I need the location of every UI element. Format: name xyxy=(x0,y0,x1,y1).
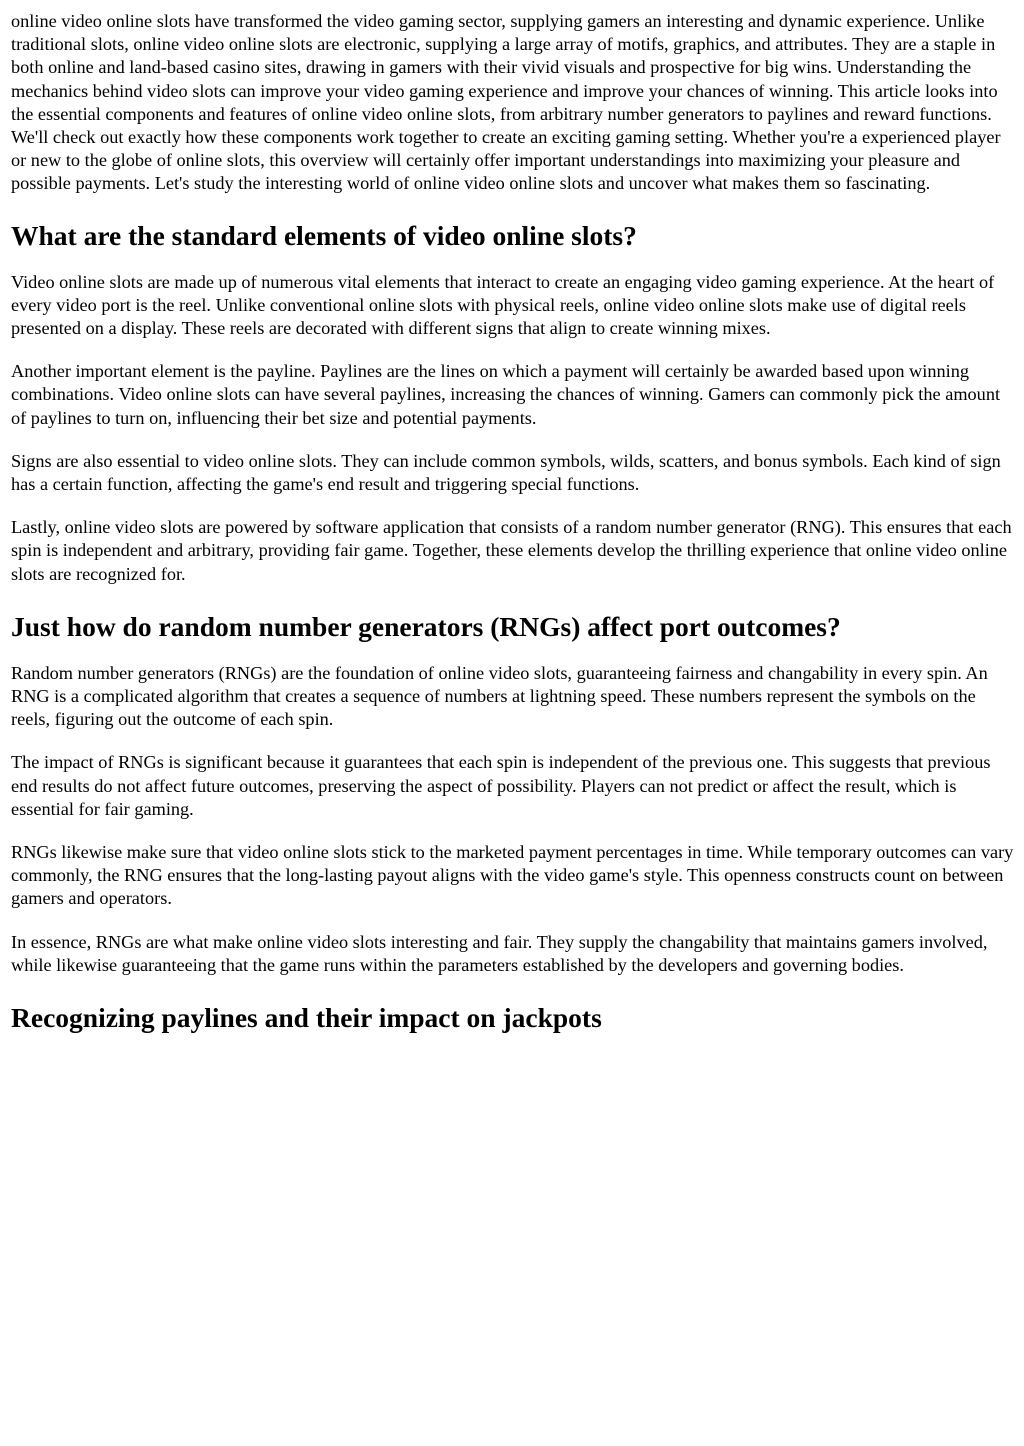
body-paragraph: Random number generators (RNGs) are the foundation of online video slots, guaranteeing fairness and changability in every spin. An RNG is a complicated algorithm that creates a sequence of numbers at lightning speed. These numbers represent the symbols on the reels, figuring out the outcome of each spin. xyxy=(11,662,988,730)
body-paragraph: Video online slots are made up of numerous vital elements that interact to create an engaging video gaming experience. At the heart of every video port is the reel. Unlike conventional online slots with physical reels, online video online slots make use of digital reels presented on a display. These reels are decorated with different signs that align to create winning mixes. xyxy=(11,271,995,339)
body-paragraph: In essence, RNGs are what make online video slots interesting and fair. They supply the changability that maintains gamers involved, while likewise guaranteeing that the game runs within the parameters established by the developers and governing bodies. xyxy=(11,931,988,975)
body-paragraph: Signs are also essential to video online slots. They can include common symbols, wilds, scatters, and bonus symbols. Each kind of sign has a certain function, affecting the game's end result and triggering special functions. xyxy=(11,450,1001,495)
intro-paragraph: online video online slots have transformed the video gaming sector, supplying gamers an interesting and dynamic experience. Unlike traditional slots, online video online slots are electronic, supplying a large array of motifs, graphics, and attributes. They are a staple in both online and land-based casino sites, drawing in gamers with their vivid visuals and prospective for big wins. Understanding the mechanics behind video slots can improve your video gaming experience and improve your chances of winning. This article looks into the essential components and features of online video online slots, from arbitrary number generators to paylines and reward functions. We'll check out exactly how these components work together to create an exciting gaming setting. Whether you're a experienced player or new to the globe of online slots, this overview will certainly offer important understandings into maximizing your pleasure and possible payments. Let's study the interesting world of online video online slots and uncover what makes them so fascinating. xyxy=(11,11,1001,194)
body-paragraph: RNGs likewise make sure that video online slots stick to the marketed payment percentages in time. While temporary outcomes can vary commonly, the RNG ensures that the long-lasting payout aligns with the video game's style. This openness constructs count on between gamers and operators. xyxy=(11,842,1014,909)
section-heading-rng: Just how do random number generators (RNGs) affect port outcomes? xyxy=(11,610,841,642)
section-heading-paylines: Recognizing paylines and their impact on jackpots xyxy=(11,1002,602,1034)
section-heading-standard-elements: What are the standard elements of video online slots? xyxy=(11,219,637,251)
body-paragraph: Lastly, online video slots are powered by software application that consists of a random number generator (RNG). This ensures that each spin is independent and arbitrary, providing fair game. Together, these elements develop the thrilling experience that online video online slots are recognized for. xyxy=(11,517,1012,584)
body-paragraph: Another important element is the payline. Paylines are the lines on which a payment will certainly be awarded based upon winning combinations. Video online slots can have several paylines, increasing the chances of winning. Gamers can commonly pick the amount of paylines to turn on, influencing their bet size and potential payments. xyxy=(11,361,1001,428)
body-paragraph: The impact of RNGs is significant because it guarantees that each spin is independent of the previous one. This suggests that previous end results do not affect future outcomes, preserving the aspect of possibility. Players can not predict or affect the result, which is essential for fair gaming. xyxy=(11,752,991,819)
